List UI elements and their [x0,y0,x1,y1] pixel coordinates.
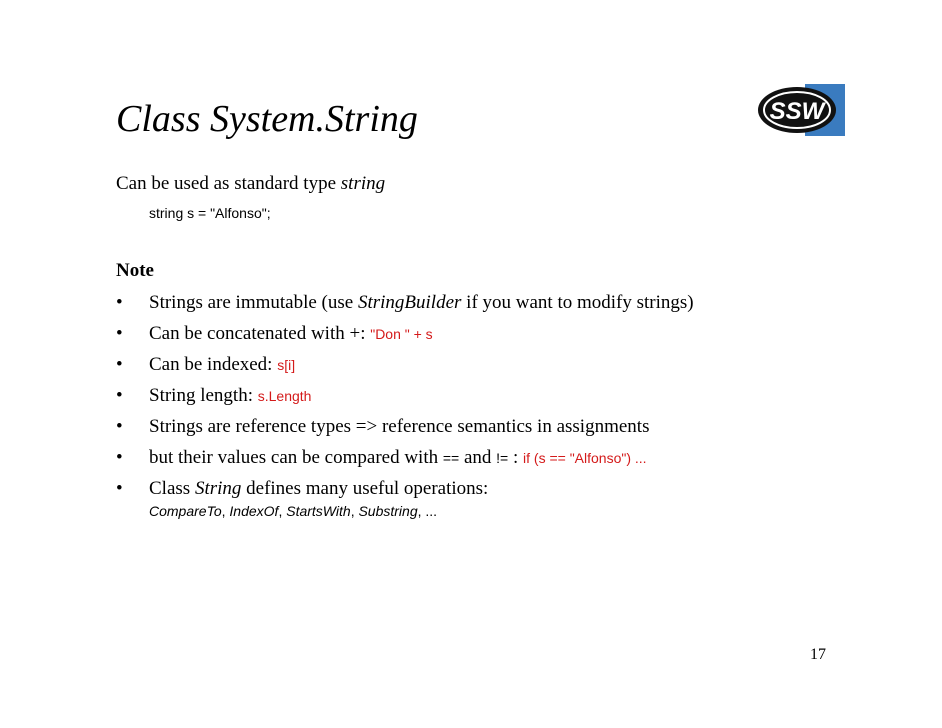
inline-code: s[i] [277,357,296,373]
bullet-symbol: • [116,385,123,406]
bullet-symbol: • [116,447,123,468]
bullet-symbol: • [116,323,123,344]
ssw-logo [757,84,845,136]
bullet-symbol: • [116,478,123,499]
inline-code: "Don " + s [370,326,433,342]
bullet-symbol: • [116,292,123,313]
logo-text: SSW [769,98,825,125]
inline-code: if (s == "Alfonso") ... [523,450,647,466]
intro-line: Can be used as standard type string [116,173,386,194]
type-word: string [340,173,386,194]
inline-code: s.Length [257,388,312,404]
operator: != [496,450,509,466]
page-number: 17 [810,646,826,663]
operations-list: CompareTo, IndexOf, StartsWith, Substring, ... [149,503,438,519]
bullet-symbol: • [116,416,123,437]
bullet-symbol: • [116,354,123,375]
operator: == [442,450,460,466]
code-example: string s = "Alfonso"; [149,205,271,221]
slide-title: Class System.String [116,98,418,140]
note-heading: Note [116,260,154,281]
